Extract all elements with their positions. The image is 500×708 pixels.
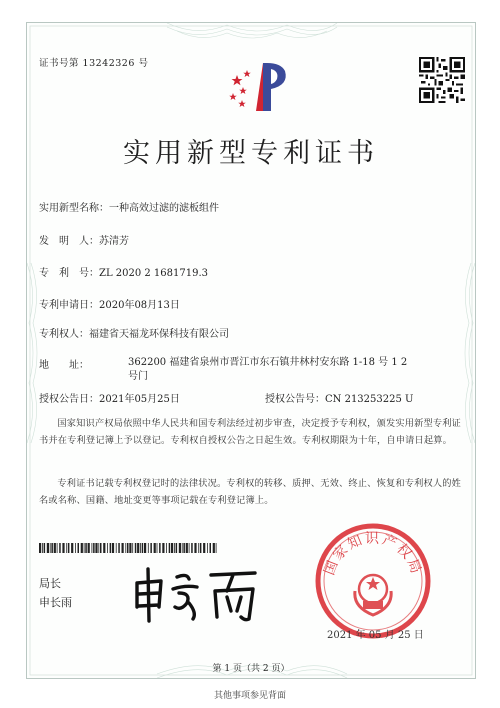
field-label: 专 利 号：	[39, 268, 99, 279]
certificate-legal-status-paragraph: 专利证书记载专利权登记时的法律状况。专利权的转移、质押、无效、终止、恢复和专利权人的姓名或名称、国籍、地址变更等事项记载在专利登记簿上。	[39, 478, 462, 506]
field-label: 地 址：	[39, 360, 89, 371]
certificate-statement-paragraph: 国家知识产权局依照中华人民共和国专利法经过初步审查，决定授予专利权，颁发实用新型专利证书并在专利登记簿上予以登记。专利权自授权公告之日起生效。专利权期限为十年，自申请日起算。	[39, 418, 462, 446]
field-utility-model-name	[39, 199, 219, 214]
field-value: ZL 2020 2 1681719.3	[99, 268, 209, 279]
seal-date: 2021 年 05 月 25 日	[327, 630, 424, 641]
barcode-icon	[39, 543, 219, 553]
field-value: 2021年05月25日	[99, 394, 180, 405]
signatory-title: 局长	[39, 577, 61, 590]
svg-text:国家知识产权局: 国家知识产权局	[321, 531, 425, 578]
field-value: 2020年08月13日	[99, 300, 180, 311]
signatory-name: 申长雨	[39, 596, 72, 609]
field-label: 授权公告号：	[265, 394, 325, 405]
handwritten-signature	[127, 563, 267, 625]
page-indicator: 第 1 页（共 2 页）	[212, 664, 290, 674]
field-grant-number	[265, 390, 413, 405]
field-patent-number	[39, 264, 208, 279]
footer-note: 其他事项参见背面	[213, 691, 286, 701]
certificate-number	[39, 55, 148, 69]
field-label: 实用新型名称：	[39, 203, 109, 214]
field-patentee	[39, 325, 229, 340]
field-address-value: 362200 福建省泉州市晋江市东石镇井林村安东路 1-18 号 1 2 号门	[128, 357, 408, 382]
patent-certificate	[26, 22, 476, 679]
field-inventor	[39, 232, 129, 247]
field-label: 发 明 人：	[39, 236, 99, 247]
cnipa-logo-icon	[223, 59, 291, 117]
field-value: 苏清芳	[99, 236, 129, 247]
certificate-title: 实用新型专利证书	[123, 138, 379, 169]
field-filing-date	[39, 296, 180, 311]
field-grant-date	[39, 390, 180, 405]
certificate-number-suffix: 号	[138, 58, 149, 69]
field-address-label	[39, 356, 89, 371]
field-label: 专利权人：	[39, 329, 89, 340]
field-value: 一种高效过滤的滤板组件	[109, 203, 219, 214]
official-seal-icon	[313, 521, 433, 641]
field-value: CN 213253225 U	[325, 394, 414, 405]
field-value: 福建省天福龙环保科技有限公司	[89, 329, 229, 340]
certificate-number-value: 13242326	[82, 58, 135, 69]
qr-code-icon	[419, 57, 465, 103]
certificate-number-label: 证书号第	[39, 58, 80, 69]
field-label: 专利申请日：	[39, 300, 99, 311]
field-label: 授权公告日：	[39, 394, 99, 405]
